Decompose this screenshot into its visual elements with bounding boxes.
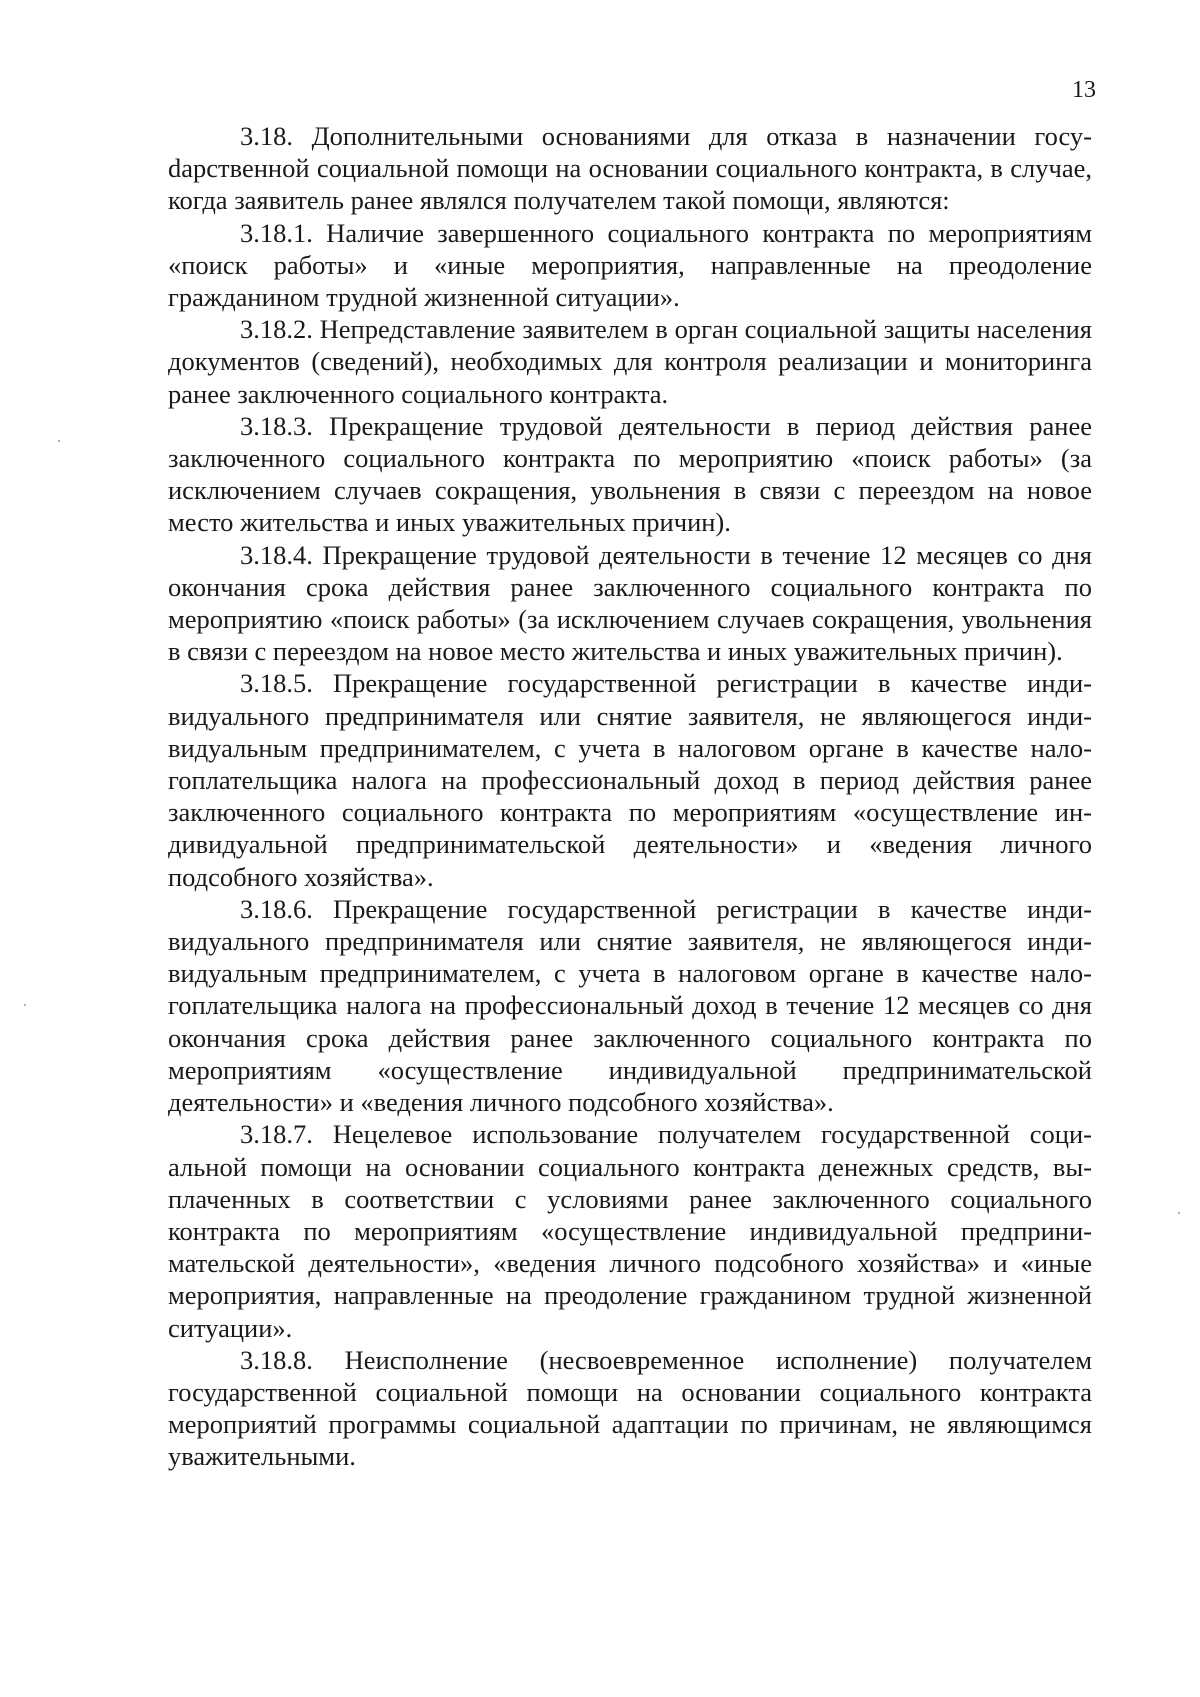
scan-speck	[1178, 1212, 1180, 1214]
document-body	[168, 120, 1092, 1473]
paragraph-3-18-7: 3.18.7. Нецелевое использование получателем государственной социальной помощи на основании социального контракта денежных средств, выплаченных в соответствии с условиями ранее заключенного социального контракта по мероприятиям «осуществление индивидуальной предпринимательской деятельности», «ведения личного подсобного хозяйства» и «иные мероприятия, направленные на преодоление гражданином трудной жизненной ситуации».	[168, 1119, 1092, 1343]
scan-speck	[58, 440, 60, 442]
paragraph-3-18-1: 3.18.1. Наличие завершенного социального контракта по мероприятиям «поиск работы» и «иные мероприятия, направленные на преодоление гражданином трудной жизненной ситуации».	[168, 217, 1092, 313]
paragraph-3-18-2: 3.18.2. Непредставление заявителем в орган социальной защиты населения документов (сведений), необходимых для контроля реализации и мониторинга ранее заключенного социального контракта.	[168, 314, 1092, 409]
paragraph-3-18: 3.18. Дополнительными основаниями для отказа в назначении госуdарственной социальной помощи на основании социального контракта, в случае, когда заявитель ранее являлся получателем такой помощи, являются:	[168, 121, 1092, 216]
paragraph-3-18-5: 3.18.5. Прекращение государственной регистрации в качестве индивидуального предпринимателя или снятие заявителя, не являющегося индивидуальным предпринимателем, с учета в налоговом органе в качестве налогоплательщика налога на профессиональный доход в период действия ранее заключенного социального контракта по мероприятиям «осуществление индивидуальной предпринимательской деятельности» и «ведения личного подсобного хозяйства».	[168, 668, 1092, 892]
paragraph-3-18-4: 3.18.4. Прекращение трудовой деятельности в течение 12 месяцев со дня окончания срока действия ранее заключенного социального контракта по мероприятию «поиск работы» (за исключением случаев сокращения, увольнения в связи с переездом на новое место жительства и иных уважительных причин).	[168, 539, 1092, 667]
paragraph-3-18-8: 3.18.8. Неисполнение (несвоевременное исполнение) получателем государственной социальной помощи на основании социального контракта мероприятий программы социальной адаптации по причинам, не являющимся уважительными.	[168, 1344, 1092, 1472]
paragraph-3-18-3: 3.18.3. Прекращение трудовой деятельности в период действия ранее заключенного социального контракта по мероприятию «поиск работы» (за исключением случаев сокращения, увольнения в связи с переездом на новое место жительства и иных уважительных причин).	[168, 410, 1092, 538]
page-number: 13	[1072, 77, 1096, 103]
paragraph-3-18-6: 3.18.6. Прекращение государственной регистрации в качестве индивидуального предпринимателя или снятие заявителя, не являющегося индивидуальным предпринимателем, с учета в налоговом органе в качестве налогоплательщика налога на профессиональный доход в течение 12 месяцев со дня окончания срока действия ранее заключенного социального контракта по мероприятиям «осуществление индивидуальной предпринимательской деятельности» и «ведения личного подсобного хозяйства».	[168, 893, 1092, 1118]
scan-speck	[24, 1004, 26, 1006]
